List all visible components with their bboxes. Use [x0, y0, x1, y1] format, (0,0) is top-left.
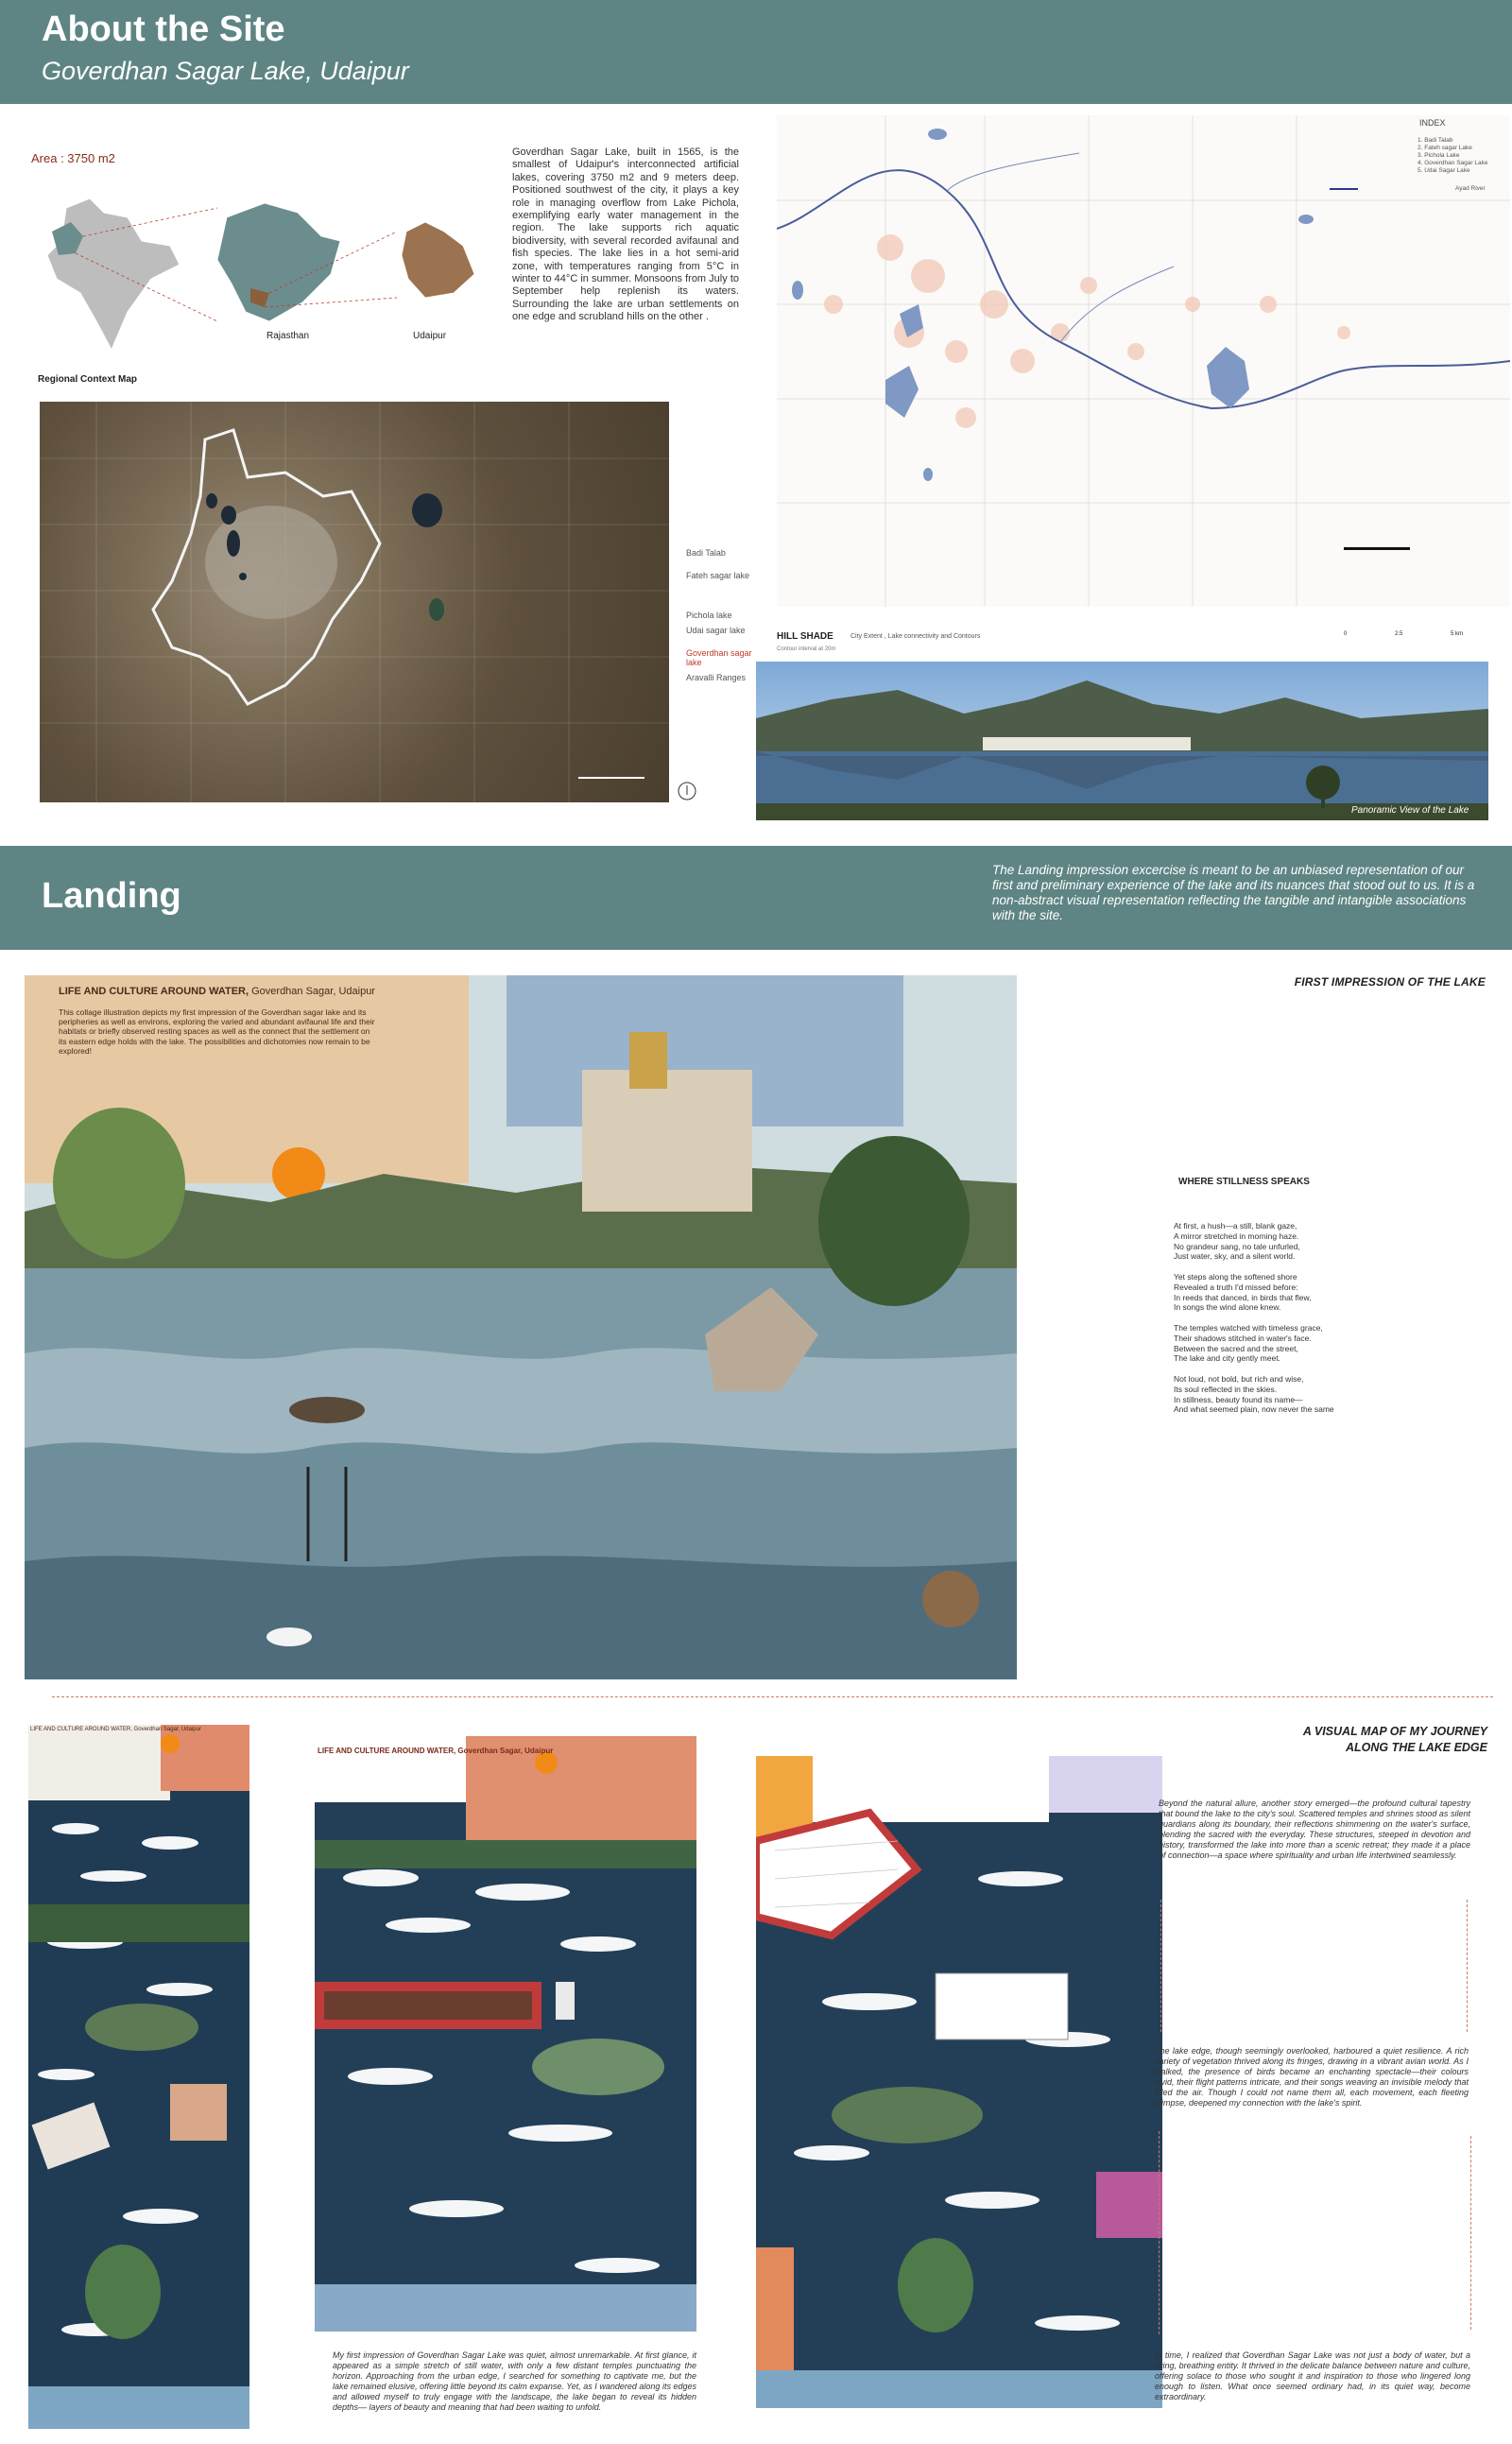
collage-title: LIFE AND CULTURE AROUND WATER, Goverdhan Sagar, Udaipur [59, 986, 375, 997]
life-culture-collage [25, 975, 1017, 1679]
visual-map-heading: A VISUAL MAP OF MY JOURNEY [1302, 1725, 1487, 1738]
hill-shade-subtitle: City Extent , Lake connectivity and Contours [850, 633, 981, 640]
scale-end: 5 km [1451, 631, 1464, 637]
landing-description: The Landing impression excercise is meant to be an unbiased representation of our first and preliminary experience of the lake and its nuances that stood out to us. It is a non-abstract visual representation reflecting the tangible and intangible associations with the site. [992, 863, 1475, 922]
panorama-caption: Panoramic View of the Lake [1351, 805, 1469, 816]
poem-stanza: Yet steps along the softened shore Revealed a truth I'd missed before: In reeds that danced, in birds that flew, In songs the wind alone knew. [1174, 1271, 1312, 1313]
index-item: 4. Goverdhan Sagar Lake [1418, 160, 1488, 166]
legend-aravalli: Aravalli Ranges [686, 673, 747, 682]
legend-udai-sagar: Udai sagar lake [686, 626, 746, 635]
river-legend-label: Ayad River [1455, 185, 1486, 192]
legend-badi-talab: Badi Talab [686, 548, 726, 558]
landing-header-band [0, 846, 1512, 950]
index-item: 5. Udai Sagar Lake [1418, 167, 1470, 174]
india-context-maps [38, 189, 482, 354]
index-item: 2. Fateh sagar Lake [1418, 145, 1472, 151]
dashed-line [1470, 2136, 1471, 2330]
goverdhan-sagar-water [239, 573, 247, 580]
regional-satellite-map [40, 402, 669, 802]
regional-map-label: Regional Context Map [38, 374, 138, 385]
landing-title: Landing [42, 876, 181, 916]
poem-stanza: At first, a hush—a still, blank gaze, A mirror stretched in morning haze. No grandeur sang, no tale unfurled, Just water, sky, and a silent world. [1174, 1221, 1300, 1262]
visual-map-heading-line2: ALONG THE LAKE EDGE [1345, 1741, 1487, 1754]
pichola-water [227, 530, 240, 557]
legend-pichola: Pichola lake [686, 611, 732, 620]
index-item: 1. Badi Talab [1418, 137, 1453, 144]
hill-shade-title: HILL SHADE [777, 631, 833, 642]
dashed-line [1159, 2131, 1160, 2334]
panel-a-title: LIFE AND CULTURE AROUND WATER, Goverdhan Sagar, Udaipur [30, 1727, 201, 1732]
section-divider [52, 1696, 1493, 1697]
ayad-river-line [777, 170, 1510, 408]
dashed-line [1467, 1900, 1468, 2032]
pichola-shape [885, 366, 919, 418]
panel-b-title: LIFE AND CULTURE AROUND WATER, Goverdhan Sagar, Udaipur [318, 1747, 554, 1755]
india-map-shape [47, 198, 180, 350]
udai-sagar-water [412, 493, 442, 527]
journey-panel-c [756, 1756, 1162, 2408]
north-arrow-icon [677, 781, 697, 801]
page-title: About the Site [42, 9, 285, 49]
journey-paragraph-culture: Beyond the natural allure, another story emerged—the profound cultural tapestry that bound the lake to the city's soul. Scattered temples and shrines stood as silent guardians along its boundary, their reflections shimmering on the water's surface, blending the sacred with the everyday. These structures, steeped in devotion and history, transformed the lake into more than a scenic retreat; they made it a place of connection—a space where spirituality and urban life intertwined seamlessly. [1159, 1799, 1470, 1860]
poem-stanza: The temples watched with timeless grace, Their shadows stitched in water's face. Between the sacred and the street, The lake and city gently meet. [1174, 1322, 1323, 1364]
contour-note: Contour interval at 20m [777, 646, 836, 652]
poem [1174, 1221, 1400, 1425]
badi-talab-water [206, 493, 217, 508]
poem-title: WHERE STILLNESS SPEAKS [1178, 1177, 1310, 1187]
journey-panel-a [28, 1725, 249, 2429]
area-label: Area : 3750 m2 [31, 151, 115, 165]
map-index-title: INDEX [1419, 118, 1446, 128]
index-item: 3. Pichola Lake [1418, 152, 1460, 159]
legend-fateh-sagar: Fateh sagar lake [686, 571, 750, 580]
rajasthan-label: Rajasthan [266, 331, 310, 341]
journey-paragraph-first-impression: My first impression of Goverdhan Sagar Lake was quiet, almost unremarkable. At first glance, it appeared as a simple stretch of still water, with only a few distant temples punctuating the horizon. Approaching from the urban edge, I searched for something to captivate me, but the lake remained elusive, offering little beyond its calm expanse. Yet, as I wandered along its edges and allowed myself to truly engage with the landscape, the lake began to reveal its hidden depths— layers of beauty and meaning that had been waiting to unfold. [333, 2350, 696, 2412]
journey-panel-b [315, 1736, 696, 2332]
udaipur-map-shape [402, 222, 474, 298]
goverdhan-shape [923, 468, 933, 481]
lake-panorama-photo [756, 662, 1488, 820]
journey-paragraph-birds: The lake edge, though seemingly overlooked, harboured a quiet resilience. A rich variety of vegetation thrived along its fringes, drawing in a vibrant avian world. As I walked, the presence of birds became an enchanting spectacle—their colours vivid, their flight patterns intricate, and their songs weaving an invisible melody that filled the air. Though I could not name them all, each movement, each fleeting glimpse, deepened my connection with the lake's spirit. [1155, 2046, 1469, 2108]
scale-mid: 2.5 [1395, 631, 1403, 637]
first-impression-heading: FIRST IMPRESSION OF THE LAKE [1294, 975, 1486, 989]
collage-description: This collage illustration depicts my first impression of the Goverdhan sagar lake and its peripheries as well as environs, exploring the varied and abundant avifaunal life and their habitats or briefly observed resting spaces as well as the connect that the settlement on its eastern edge holds with the lake. The possibilities and dichotomies now remain to be explored! [59, 1007, 375, 1056]
about-header-band [0, 0, 1512, 104]
badi-talab-shape [792, 281, 803, 300]
scale-zero: 0 [1344, 631, 1348, 637]
hill-shade-map [777, 115, 1510, 607]
journey-paragraph-conclusion: In time, I realized that Goverdhan Sagar Lake was not just a body of water, but a living, breathing entity. It thrived in the delicate balance between nature and culture, offering solace to those who sought it and inspiration to those who lingered long enough to listen. What once seemed ordinary had, in its quiet way, become extraordinary. [1155, 2350, 1470, 2401]
fateh-sagar-water [221, 506, 236, 525]
rajasthan-map-shape [217, 203, 340, 321]
poem-stanza: Not loud, not bold, but rich and wise, Its soul reflected in the skies. In stillness, beauty found its name— And what seemed plain, now never the same [1174, 1373, 1334, 1415]
site-description: Goverdhan Sagar Lake, built in 1565, is the smallest of Udaipur's interconnected artificial lakes, covering 3750 m2 and 9 meters deep. Positioned southwest of the city, it plays a key role in managing overflow from Lake Pichola, exemplifying early water management in the region. The lake supports rich aquatic biodiversity, with several recorded avifaunal and fish species. The lake lies in a hot semi-arid zone, with temperatures ranging from 5°C in winter to 44°C in summer. Monsoons from July to September help replenish its waters. Surrounding the lake are urban settlements on one edge and scrubland hills on the other . [512, 146, 739, 323]
legend-goverdhan-sagar: Goverdhan sagar lake [686, 648, 752, 667]
page-subtitle: Goverdhan Sagar Lake, Udaipur [42, 57, 409, 85]
dashed-line [1160, 1900, 1161, 2032]
udaipur-label: Udaipur [413, 331, 447, 341]
